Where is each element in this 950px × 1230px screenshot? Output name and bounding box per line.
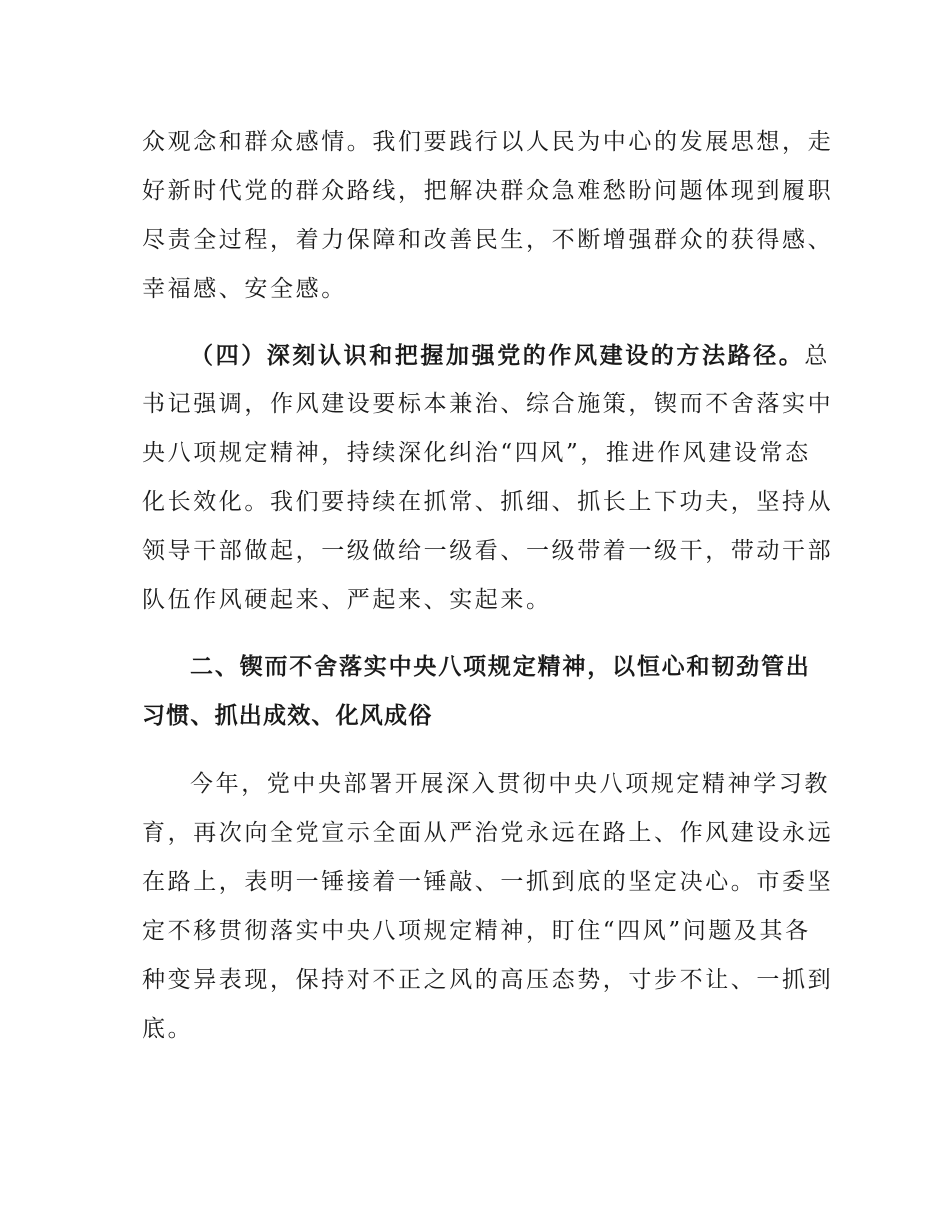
- text-line: 众观念和群众感情。我们要践行以人民为中心的发展思想，走: [142, 129, 834, 155]
- text-line: 种变异表现，保持对不正之风的高压态势，寸步不让、一抓到: [142, 967, 834, 993]
- section-heading: [142, 643, 810, 741]
- text-line: 书记强调，作风建设要标本兼治、综合施策，锲而不舍落实中: [142, 391, 834, 417]
- text-run: 总: [804, 343, 831, 369]
- text-line: 在路上，表明一锤接着一锤敲、一抓到底的坚定决心。市委坚: [142, 869, 834, 895]
- text-line: 化长效化。我们要持续在抓常、抓细、抓长上下功夫，坚持从: [142, 489, 834, 515]
- subsection-heading: （四）深刻认识和把握加强党的作风建设的方法路径。: [190, 342, 805, 369]
- text-line: 幸福感、安全感。: [142, 276, 347, 302]
- text-line: 央八项规定精神，持续深化纠治“四风”，推进作风建设常态: [142, 440, 811, 466]
- text-line: 好新时代党的群众路线，把解决群众急难愁盼问题体现到履职: [142, 178, 834, 204]
- text-line: 定不移贯彻落实中央八项规定精神，盯住“四风”问题及其各: [142, 918, 811, 944]
- text-line: [142, 331, 831, 380]
- paragraph-mass-line: [142, 118, 834, 314]
- text-line: 尽责全过程，着力保障和改善民生，不断增强群众的获得感、: [142, 227, 834, 253]
- text-line: 队伍作风硬起来、严起来、实起来。: [142, 587, 552, 613]
- text-line: 今年，党中央部署开展深入贯彻中央八项规定精神学习教: [190, 771, 830, 797]
- text-line: 底。: [142, 1016, 194, 1042]
- heading-line: 二、锲而不舍落实中央八项规定精神，以恒心和韧劲管出: [190, 654, 810, 680]
- text-line: 领导干部做起，一级做给一级看、一级带着一级干，带动干部: [142, 538, 834, 564]
- paragraph-study-education: [142, 760, 834, 1054]
- paragraph-method-path: [142, 331, 834, 625]
- text-line: 育，再次向全党宣示全面从严治党永远在路上、作风建设永远: [142, 820, 834, 846]
- heading-line: 习惯、抓出成效、化风成俗: [142, 703, 433, 729]
